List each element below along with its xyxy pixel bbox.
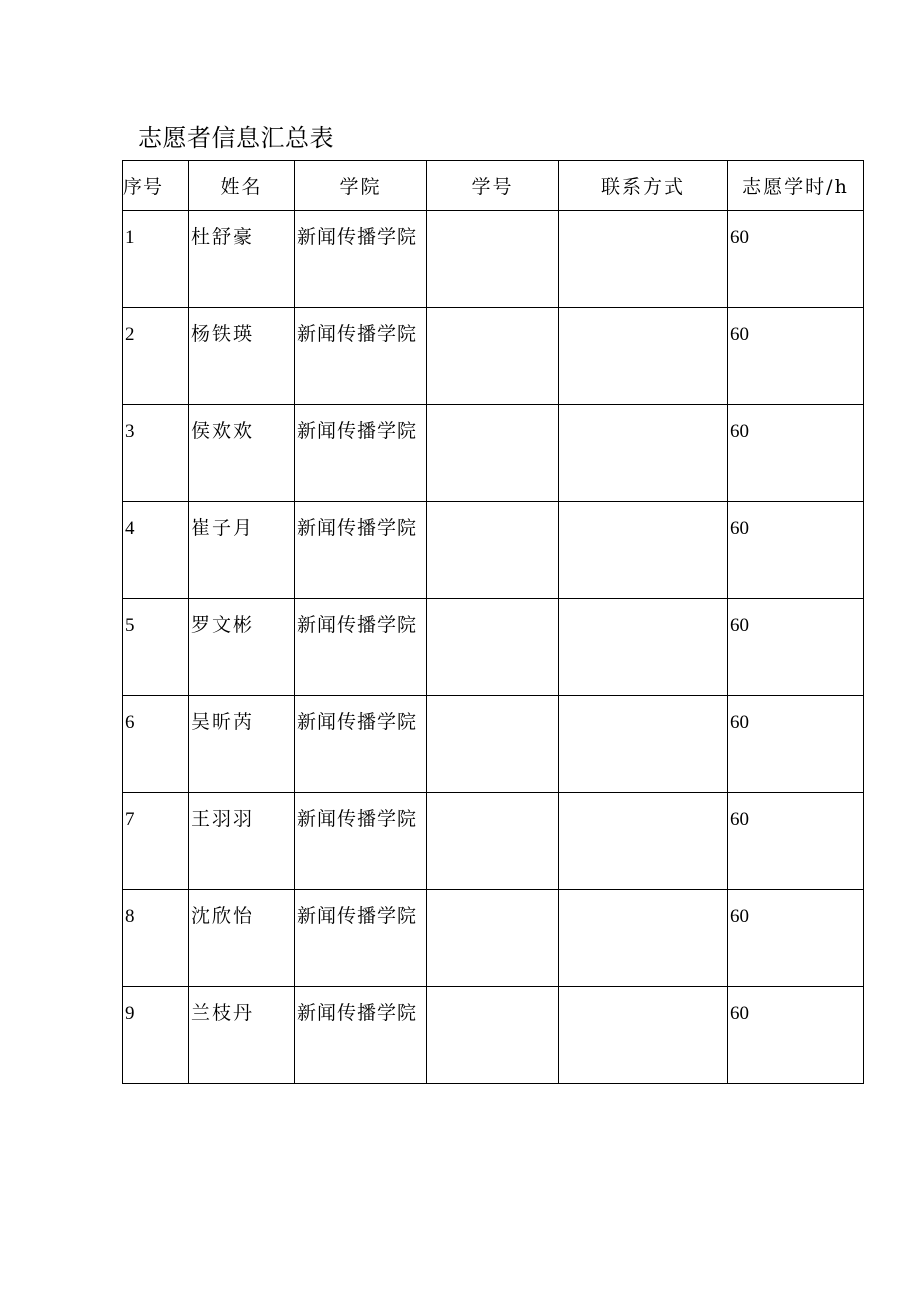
- name-text: 杜舒豪: [191, 226, 255, 248]
- header-name: 姓名: [189, 161, 295, 211]
- cell-contact: [559, 599, 728, 696]
- hours-text: 60: [730, 809, 749, 830]
- cell-college: [295, 308, 427, 405]
- cell-hours: [728, 890, 864, 987]
- cell-student-id: [427, 793, 559, 890]
- college-text: 新闻传播学院: [297, 614, 418, 636]
- cell-student-id: [427, 211, 559, 308]
- table-row: [123, 211, 864, 308]
- student-id-text: [427, 890, 558, 893]
- cell-contact: [559, 405, 728, 502]
- cell-seq: [123, 308, 189, 405]
- cell-college: [295, 987, 427, 1084]
- cell-hours: [728, 793, 864, 890]
- table-row: [123, 502, 864, 599]
- header-hours: 志愿学时/h: [728, 161, 864, 211]
- college-text: 新闻传播学院: [297, 420, 418, 442]
- name-text: 罗文彬: [191, 614, 255, 636]
- cell-contact: [559, 793, 728, 890]
- cell-seq: [123, 696, 189, 793]
- cell-student-id: [427, 696, 559, 793]
- cell-college: [295, 599, 427, 696]
- name-text: 王羽羽: [191, 808, 255, 830]
- contact-text: [559, 502, 727, 505]
- hours-text: 60: [730, 615, 749, 636]
- hours-text: 60: [730, 518, 749, 539]
- cell-student-id: [427, 308, 559, 405]
- hours-text: 60: [730, 712, 749, 733]
- cell-contact: [559, 502, 728, 599]
- cell-seq: [123, 890, 189, 987]
- cell-hours: [728, 696, 864, 793]
- hours-text: 60: [730, 906, 749, 927]
- student-id-text: [427, 793, 558, 796]
- name-text: 侯欢欢: [191, 420, 255, 442]
- header-college: 学院: [295, 161, 427, 211]
- name-text: 杨铁瑛: [191, 323, 255, 345]
- contact-text: [559, 987, 727, 990]
- cell-name: [189, 308, 295, 405]
- cell-hours: [728, 599, 864, 696]
- contact-text: [559, 405, 727, 408]
- cell-student-id: [427, 890, 559, 987]
- table-row: [123, 308, 864, 405]
- college-text: 新闻传播学院: [297, 517, 418, 539]
- table-header-row: [123, 161, 864, 211]
- cell-name: [189, 405, 295, 502]
- hours-text: 60: [730, 1003, 749, 1024]
- cell-name: [189, 987, 295, 1084]
- cell-contact: [559, 890, 728, 987]
- student-id-text: [427, 987, 558, 990]
- cell-hours: [728, 405, 864, 502]
- cell-seq: [123, 793, 189, 890]
- cell-name: [189, 890, 295, 987]
- cell-hours: [728, 987, 864, 1084]
- seq-text: 6: [125, 712, 135, 733]
- contact-text: [559, 211, 727, 214]
- cell-name: [189, 211, 295, 308]
- cell-seq: [123, 502, 189, 599]
- name-text: 沈欣怡: [191, 905, 255, 927]
- contact-text: [559, 890, 727, 893]
- header-contact: 联系方式: [559, 161, 728, 211]
- student-id-text: [427, 211, 558, 214]
- college-text: 新闻传播学院: [297, 323, 418, 345]
- seq-text: 1: [125, 227, 135, 248]
- name-text: 吴昕芮: [191, 711, 255, 733]
- cell-contact: [559, 308, 728, 405]
- cell-name: [189, 502, 295, 599]
- cell-college: [295, 502, 427, 599]
- name-text: 崔子月: [191, 517, 255, 539]
- cell-seq: [123, 987, 189, 1084]
- contact-text: [559, 599, 727, 602]
- table-row: [123, 405, 864, 502]
- cell-hours: [728, 211, 864, 308]
- seq-text: 2: [125, 324, 135, 345]
- hours-text: 60: [730, 227, 749, 248]
- college-text: 新闻传播学院: [297, 808, 418, 830]
- seq-text: 9: [125, 1003, 135, 1024]
- college-text: 新闻传播学院: [297, 226, 418, 248]
- seq-text: 7: [125, 809, 135, 830]
- seq-text: 8: [125, 906, 135, 927]
- cell-hours: [728, 502, 864, 599]
- header-student-id: 学号: [427, 161, 559, 211]
- table-row: [123, 987, 864, 1084]
- name-text: 兰枝丹: [191, 1002, 255, 1024]
- cell-college: [295, 405, 427, 502]
- cell-hours: [728, 308, 864, 405]
- volunteer-table: [122, 160, 864, 1084]
- contact-text: [559, 308, 727, 311]
- student-id-text: [427, 696, 558, 699]
- cell-student-id: [427, 502, 559, 599]
- cell-contact: [559, 211, 728, 308]
- college-text: 新闻传播学院: [297, 905, 418, 927]
- cell-student-id: [427, 987, 559, 1084]
- cell-name: [189, 696, 295, 793]
- document-title: 志愿者信息汇总表: [138, 124, 334, 152]
- cell-contact: [559, 696, 728, 793]
- hours-text: 60: [730, 421, 749, 442]
- college-text: 新闻传播学院: [297, 711, 418, 733]
- seq-text: 4: [125, 518, 135, 539]
- table-row: [123, 696, 864, 793]
- hours-text: 60: [730, 324, 749, 345]
- college-text: 新闻传播学院: [297, 1002, 418, 1024]
- cell-college: [295, 696, 427, 793]
- seq-text: 5: [125, 615, 135, 636]
- student-id-text: [427, 502, 558, 505]
- cell-seq: [123, 211, 189, 308]
- student-id-text: [427, 599, 558, 602]
- cell-seq: [123, 599, 189, 696]
- contact-text: [559, 793, 727, 796]
- cell-name: [189, 599, 295, 696]
- cell-name: [189, 793, 295, 890]
- cell-student-id: [427, 405, 559, 502]
- table-row: [123, 599, 864, 696]
- student-id-text: [427, 308, 558, 311]
- cell-college: [295, 890, 427, 987]
- seq-text: 3: [125, 421, 135, 442]
- student-id-text: [427, 405, 558, 408]
- table-row: [123, 793, 864, 890]
- cell-college: [295, 211, 427, 308]
- cell-contact: [559, 987, 728, 1084]
- cell-college: [295, 793, 427, 890]
- cell-student-id: [427, 599, 559, 696]
- contact-text: [559, 696, 727, 699]
- table-row: [123, 890, 864, 987]
- header-seq: 序号: [123, 161, 189, 211]
- cell-seq: [123, 405, 189, 502]
